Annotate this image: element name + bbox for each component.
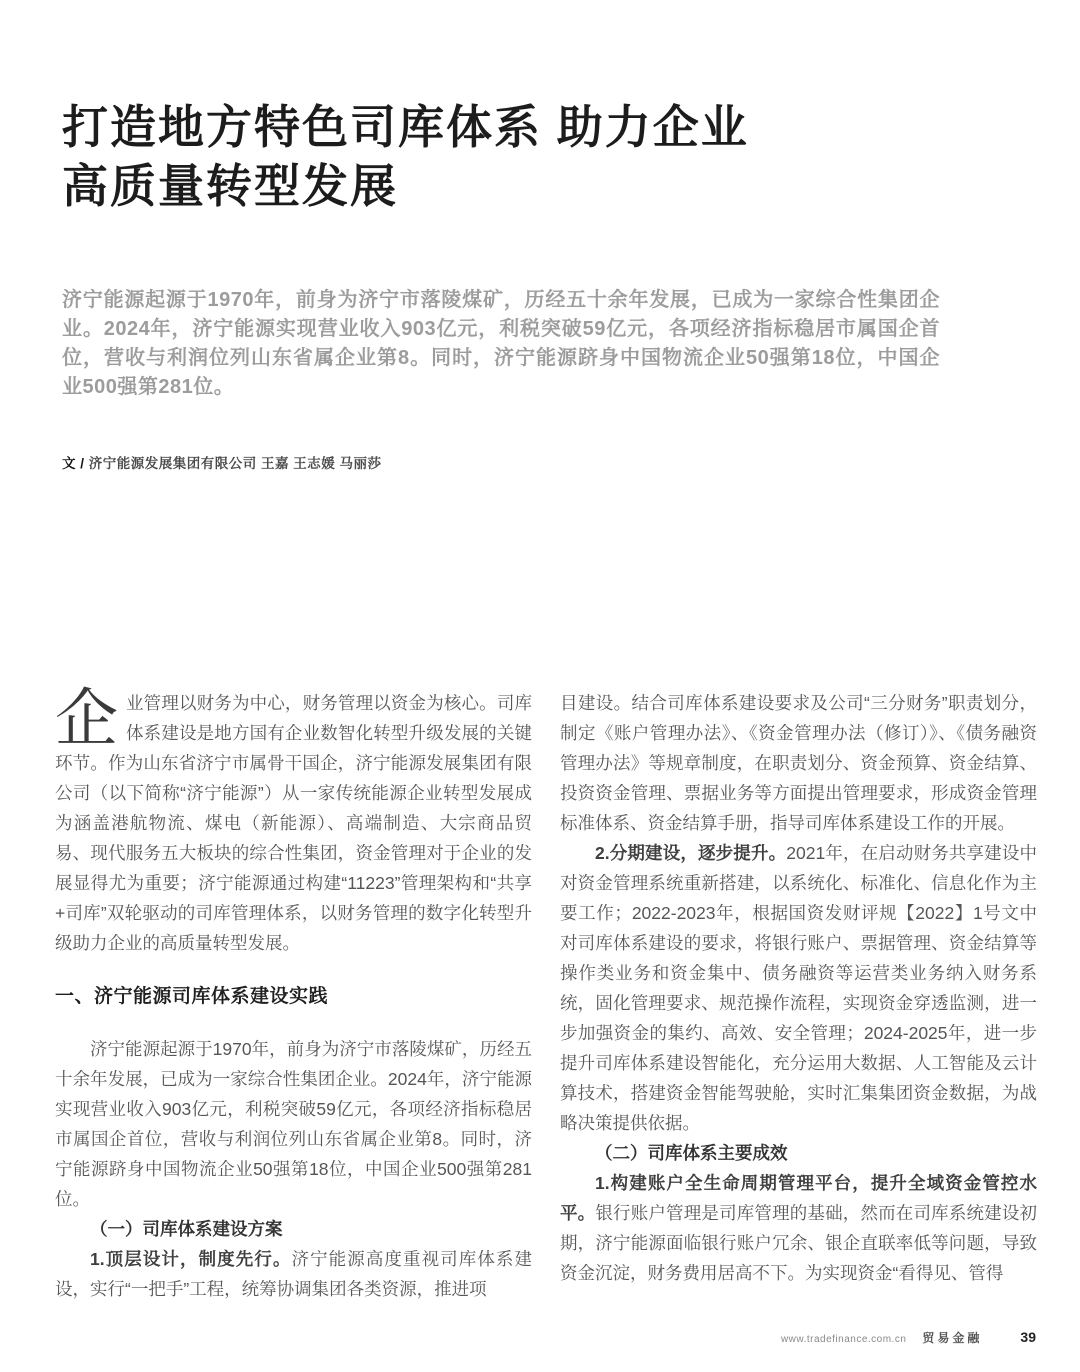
left-column <box>55 684 532 1304</box>
history-paragraph: 济宁能源起源于1970年，前身为济宁市落陵煤矿，历经五十余年发展，已成为一家综合性集团企业。2024年，济宁能源实现营业收入903亿元，利税突破59亿元，各项经济指标稳居市属国企首位，营收与利润位列山东省属企业第8。同时，济宁能源跻身中国物流企业50强第18位，中国企业500强第281位。 <box>55 1039 532 1209</box>
journal-name: 贸易金融 <box>922 1331 983 1345</box>
right-column <box>560 688 1037 1304</box>
point-text-account-lifecycle: 银行账户管理是司库管理的基础，然而在司库系统建设初期，济宁能源面临银行账户冗余、银企直联率低等问题，导致资金沉淀，财务费用居高不下。为实现资金“看得见、管得 <box>560 1203 1038 1283</box>
drop-cap: 企 <box>55 684 118 754</box>
article-title-line2: 高质量转型发展 <box>62 160 398 212</box>
article-title-line1: 打造地方特色司库体系 助力企业 <box>62 101 749 153</box>
point-lead-top-level-design: 1.顶层设计，制度先行。 <box>90 1249 292 1269</box>
page-footer <box>781 1329 1036 1346</box>
point-text-top-level-design: 济宁能源高度重视司库体系建设，实行“一把手”工程，统筹协调集团各类资源，推进项 <box>55 1249 532 1299</box>
continuation-paragraph: 目建设。结合司库体系建设要求及公司“三分财务”职责划分，制定《账户管理办法》、《资金管理办法（修订）》、《债务融资管理办法》等规章制度，在职责划分、资金预算、资金结算、投资资金管理、票据业务等方面提出管理要求，形成资金管理标准体系、资金结算手册，指导司库体系建设工作的开展。 <box>560 693 1037 833</box>
article-title <box>62 98 749 216</box>
intro-paragraph-text: 业管理以财务为中心，财务管理以资金为核心。司库体系建设是地方国有企业数智化转型升级发展的关键环节。作为山东省济宁市属骨干国企，济宁能源发展集团有限公司（以下简称“济宁能源”）从一家传统能源企业转型发展成为涵盖港航物流、煤电（新能源）、高端制造、大宗商品贸易、现代服务五大板块的综合性集团，资金管理对于企业的发展显得尤为重要；济宁能源通过构建“11223”管理架构和“共享+司库”双轮驱动的司库管理体系，以财务管理的数字化转型升级助力企业的高质量转型发展。 <box>55 693 532 953</box>
article-body <box>55 684 1038 1304</box>
article-byline <box>62 452 382 472</box>
page-number: 39 <box>1020 1329 1036 1345</box>
point-top-level-design-paragraph <box>55 1244 532 1304</box>
subsection-heading-construction-plan: （一）司库体系建设方案 <box>90 1219 283 1239</box>
byline-authors: 济宁能源发展集团有限公司 王嘉 王志媛 马丽莎 <box>88 456 382 471</box>
point-text-phased-construction: 2021年，在启动财务共享建设中对资金管理系统重新搭建，以系统化、标准化、信息化作为主要工作；2022-2023年，根据国资发财评规【2022】1号文中对司库体系建设的要求，将银行账户、票据管理、资金结算等操作类业务和资金集中、债务融资等运营类业务纳入财务系统，固化管理要求、规范操作流程，实现资金穿透监测，进一步加强资金的集约、高效、安全管理；2024-2025年，进一步提升司库体系建设智能化，充分运用大数据、人工智能及云计算技术，搭建资金智能驾驶舱，实时汇集集团资金数据，为战略决策提供依据。 <box>560 843 1037 1133</box>
section-heading-treasury-practice: 一、济宁能源司库体系建设实践 <box>55 986 329 1007</box>
point-phased-construction-paragraph <box>560 838 1037 1138</box>
point-lead-phased-construction: 2.分期建设，逐步提升。 <box>595 843 787 863</box>
point-lead-account-lifecycle: 1.构建账户全生命周期管理平台，提升全域资金管控水平。 <box>560 1173 1037 1223</box>
journal-url: www.tradefinance.com.cn <box>780 1334 907 1345</box>
point-account-lifecycle-paragraph <box>560 1168 1037 1288</box>
article-abstract: 济宁能源起源于1970年，前身为济宁市落陵煤矿，历经五十余年发展，已成为一家综合性集团企业。2024年，济宁能源实现营业收入903亿元，利税突破59亿元，各项经济指标稳居市属国企首位，营收与利润位列山东省属企业第8。同时，济宁能源跻身中国物流企业50强第18位，中国企业500强第281位。 <box>62 289 940 398</box>
byline-prefix: 文 / <box>62 456 89 471</box>
subsection-heading-main-results: （二）司库体系主要成效 <box>595 1143 788 1163</box>
intro-paragraph <box>55 684 532 958</box>
